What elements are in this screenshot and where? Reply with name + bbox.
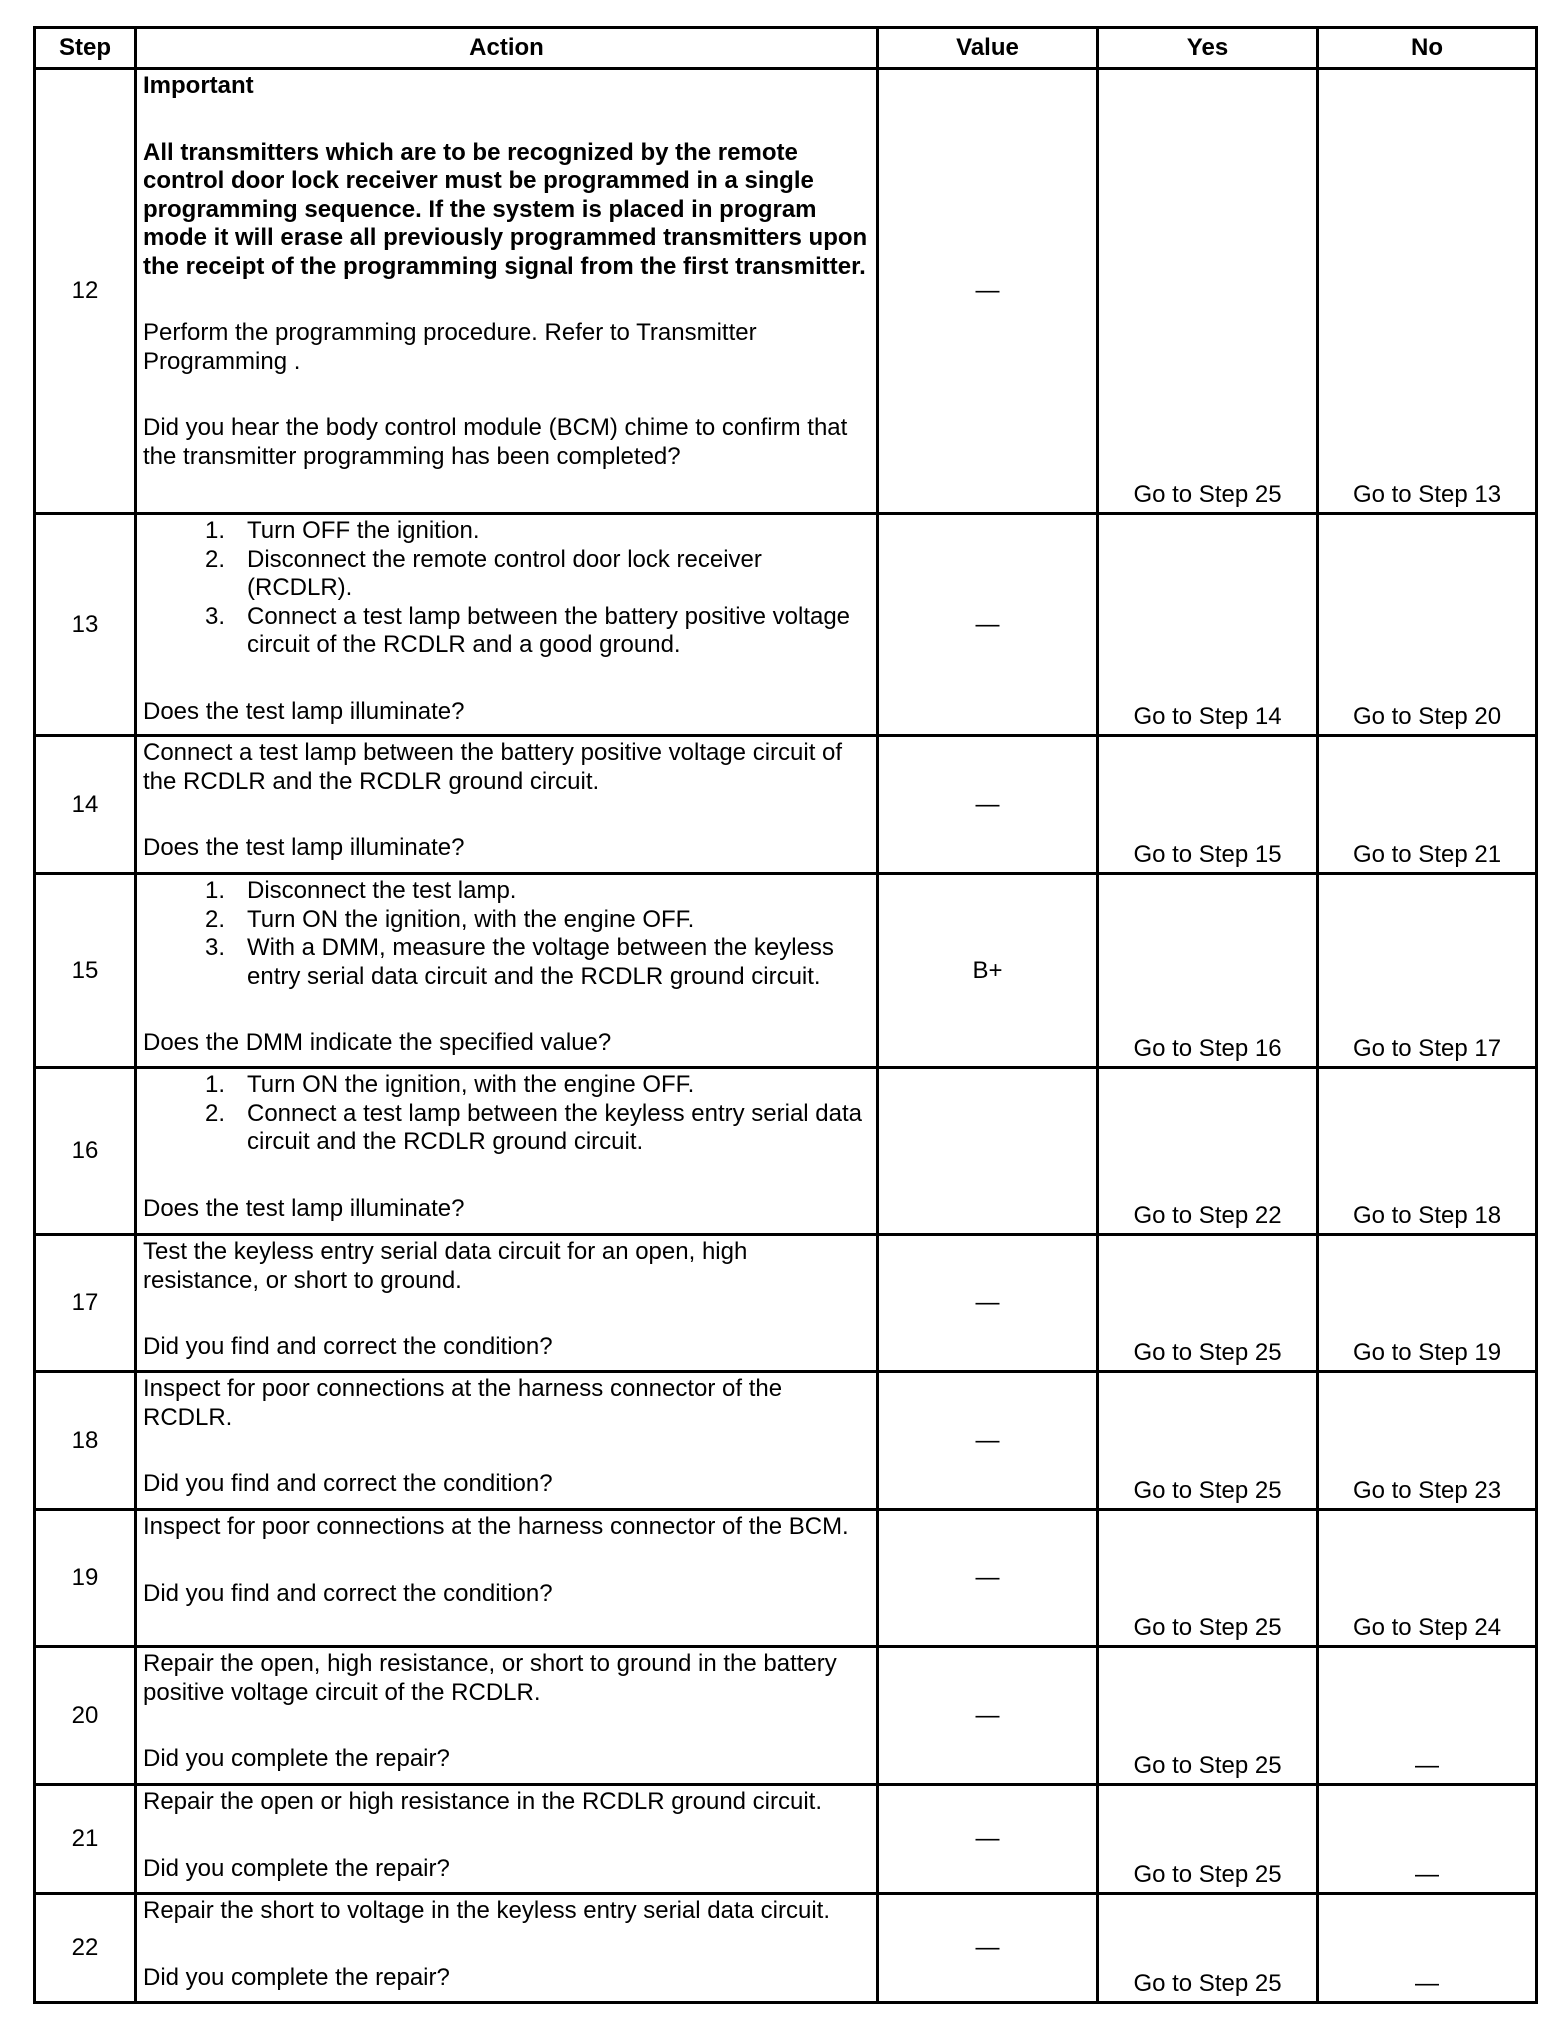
action-list [143,1071,870,1157]
action-question: Does the DMM indicate the specified value? [143,1029,612,1056]
step-number: 16 [35,1068,136,1235]
action-question: Does the test lamp illuminate? [143,834,465,861]
step-number: 12 [35,69,136,514]
action-instruction: Test the keyless entry serial data circuit for an open, high resistance, or short to ground. [143,1238,748,1294]
table-row [35,1647,1537,1785]
yes-cell: Go to Step 25 [1098,1894,1318,2003]
list-item: 1. Turn OFF the ignition. [204,517,480,544]
action-cell [136,69,878,514]
no-cell: — [1318,1785,1537,1894]
action-list [143,877,870,991]
value-cell: — [878,1785,1098,1894]
value-cell: — [878,736,1098,874]
action-question: Did you find and correct the condition? [143,1579,553,1607]
table-row [35,1894,1537,2003]
table-row [35,1510,1537,1647]
list-item: 2. Turn ON the ignition, with the engine OFF. [204,905,695,933]
action-cell [136,1372,878,1510]
no-cell: Go to Step 18 [1318,1068,1537,1235]
no-cell: Go to Step 17 [1318,874,1537,1068]
yes-cell: Go to Step 15 [1098,736,1318,874]
value-cell: — [878,1894,1098,2003]
no-cell: Go to Step 23 [1318,1372,1537,1510]
action-question: Did you find and correct the condition? [143,1470,553,1497]
action-instruction: Repair the open, high resistance, or short to ground in the battery positive voltage circuit of the RCDLR. [143,1650,837,1706]
action-question: Did you complete the repair? [143,1745,450,1772]
important-text: All transmitters which are to be recognized by the remote control door lock receiver must be programmed in a single programming sequence. If the system is placed in program mode it will erase all previously programmed transmitters upon the receipt of the programming signal from the first transmitter. [143,138,868,280]
yes-cell: Go to Step 25 [1098,69,1318,514]
no-cell: Go to Step 20 [1318,514,1537,736]
action-instruction: Connect a test lamp between the battery positive voltage circuit of the RCDLR and the RCDLR ground circuit. [143,739,843,795]
header-yes: Yes [1098,28,1318,69]
step-number: 15 [35,874,136,1068]
step-number: 19 [35,1510,136,1647]
header-action: Action [136,28,878,69]
header-step: Step [35,28,136,69]
header-no: No [1318,28,1537,69]
table-row [35,874,1537,1068]
step-number: 20 [35,1647,136,1785]
value-cell [878,1068,1098,1235]
important-label: Important [143,72,254,99]
action-cell [136,1894,878,2003]
list-item: 1. Disconnect the test lamp. [204,877,517,904]
table-row [35,1372,1537,1510]
yes-cell: Go to Step 25 [1098,1647,1318,1785]
list-item: 2. Disconnect the remote control door lock receiver (RCDLR). [204,545,762,601]
diagnostic-table [33,26,1538,2004]
step-number: 17 [35,1235,136,1372]
list-item: 2. Connect a test lamp between the keyless entry serial data circuit and the RCDLR ground circuit. [204,1099,862,1155]
no-cell: Go to Step 21 [1318,736,1537,874]
yes-cell: Go to Step 25 [1098,1785,1318,1894]
value-cell: — [878,69,1098,514]
action-cell [136,514,878,736]
list-item: 1. Turn ON the ignition, with the engine OFF. [204,1071,695,1098]
table-row [35,736,1537,874]
step-number: 22 [35,1894,136,2003]
header-row [35,28,1537,69]
yes-cell: Go to Step 25 [1098,1235,1318,1372]
yes-cell: Go to Step 25 [1098,1372,1318,1510]
action-cell [136,736,878,874]
list-item: 3. With a DMM, measure the voltage between the keyless entry serial data circuit and the RCDLR ground circuit. [204,934,834,990]
action-question: Did you hear the body control module (BCM) chime to confirm that the transmitter programming has been completed? [143,414,848,470]
no-cell: — [1318,1894,1537,2003]
no-cell: Go to Step 13 [1318,69,1537,514]
table-row [35,1068,1537,1235]
list-item: 3. Connect a test lamp between the battery positive voltage circuit of the RCDLR and a good ground. [204,602,851,658]
action-question: Does the test lamp illuminate? [143,1194,465,1222]
action-cell [136,1785,878,1894]
value-cell: — [878,1372,1098,1510]
step-number: 18 [35,1372,136,1510]
action-question: Did you complete the repair? [143,1854,450,1882]
action-instruction: Repair the short to voltage in the keyless entry serial data circuit. [143,1897,830,1924]
action-cell [136,874,878,1068]
no-cell: Go to Step 19 [1318,1235,1537,1372]
value-cell: — [878,1647,1098,1785]
action-instruction: Repair the open or high resistance in the RCDLR ground circuit. [143,1788,823,1815]
value-cell: — [878,1510,1098,1647]
action-cell [136,1647,878,1785]
step-number: 14 [35,736,136,874]
no-cell: — [1318,1647,1537,1785]
action-question: Did you find and correct the condition? [143,1333,553,1360]
action-cell [136,1235,878,1372]
step-number: 13 [35,514,136,736]
action-question: Does the test lamp illuminate? [143,697,465,725]
header-value: Value [878,28,1098,69]
action-cell [136,1068,878,1235]
step-number: 21 [35,1785,136,1894]
action-list [143,517,870,660]
action-cell [136,1510,878,1647]
yes-cell: Go to Step 22 [1098,1068,1318,1235]
yes-cell: Go to Step 14 [1098,514,1318,736]
no-cell: Go to Step 24 [1318,1510,1537,1647]
value-cell: — [878,514,1098,736]
table-row [35,1235,1537,1372]
action-instruction: Inspect for poor connections at the harness connector of the RCDLR. [143,1375,783,1431]
action-question: Did you complete the repair? [143,1963,450,1991]
value-cell: B+ [878,874,1098,1068]
table-row [35,69,1537,514]
value-cell: — [878,1235,1098,1372]
action-instruction: Inspect for poor connections at the harness connector of the BCM. [143,1513,849,1540]
yes-cell: Go to Step 16 [1098,874,1318,1068]
action-instruction: Perform the programming procedure. Refer to Transmitter Programming . [143,319,757,375]
yes-cell: Go to Step 25 [1098,1510,1318,1647]
table-row [35,1785,1537,1894]
table-row [35,514,1537,736]
